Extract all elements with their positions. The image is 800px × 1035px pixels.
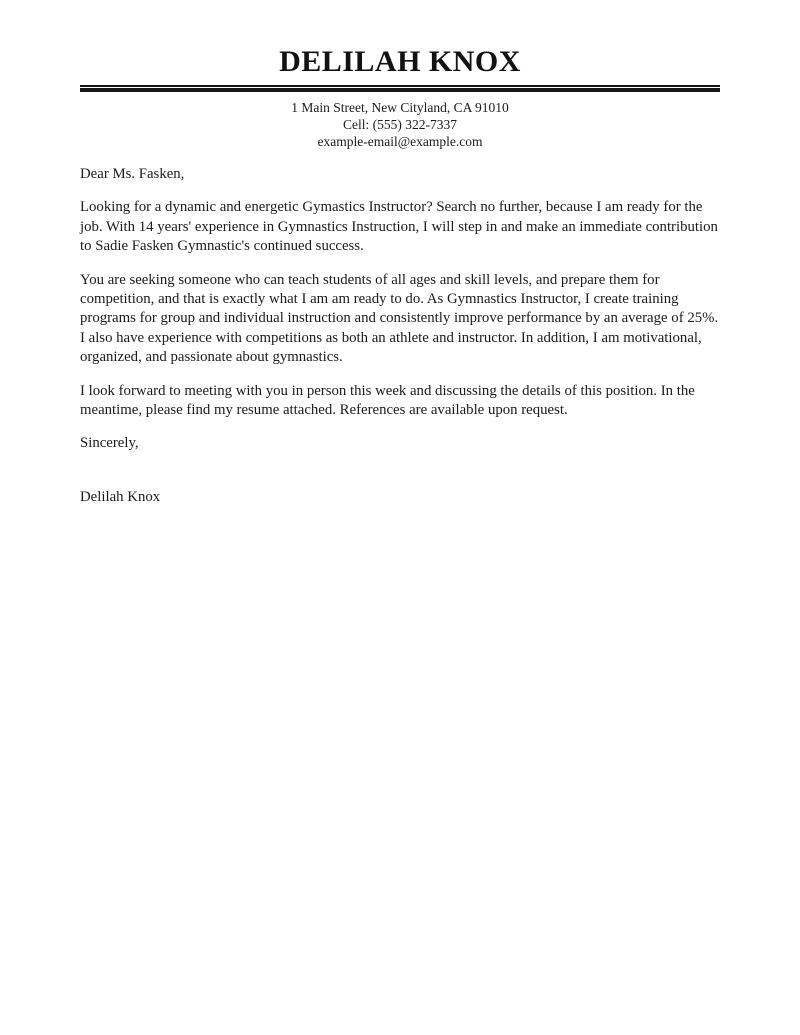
paragraph-closing: I look forward to meeting with you in person this week and discussing the details of this position. In the meantime, please find my resume attached. References are available upon request.: [80, 382, 695, 419]
paragraph-intro: Looking for a dynamic and energetic Gymastics Instructor? Search no further, because I am ready for the job. With 14 years' experience in Gymnastics Instruction, I will step in and make an immediate contribution to Sadie Fasken Gymnastic's continued success.: [80, 199, 718, 255]
letter-body: [80, 165, 720, 507]
paragraph-qualifications: You are seeking someone who can teach students of all ages and skill levels, and prepare them for competition, and that is exactly what I am am ready to do. As Gymnastics Instructor, I create training programs for group and individual instruction and consistently improve performance by an average of 25%. I also have experience with competitions as both an athlete and instructor. In addition, I am motivational, organized, and passionate about gymnastics.: [80, 271, 719, 366]
contact-block: [80, 99, 720, 150]
header-rule: [80, 85, 720, 92]
salutation: Dear Ms. Fasken,: [80, 166, 185, 182]
contact-address: 1 Main Street, New Cityland, CA 91010: [291, 100, 509, 115]
signature: Delilah Knox: [80, 488, 161, 505]
contact-phone: Cell: (555) 322-7337: [343, 117, 457, 132]
header-rule-thick-line: [80, 88, 720, 92]
closing: Sincerely,: [80, 435, 139, 452]
page-title: DELILAH KNOX: [279, 45, 521, 78]
letter-header: [80, 46, 720, 150]
contact-email: example-email@example.com: [317, 134, 483, 149]
